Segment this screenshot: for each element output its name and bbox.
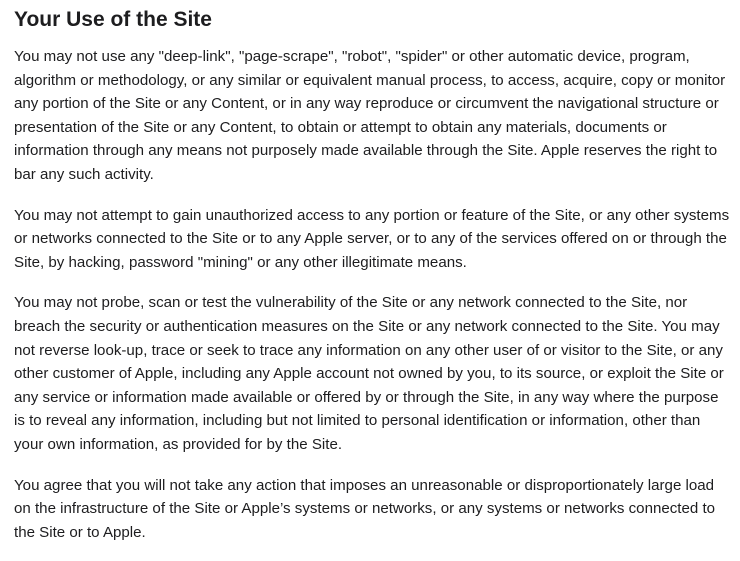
paragraph-vulnerability: You may not probe, scan or test the vulnerability of the Site or any network connected to the Site, nor breach the security or authentication measures on the Site or any network connected to the Site. You may not reverse look-up, trace or seek to trace any information on any other user of or visitor to the Site, or any other customer of Apple, including any Apple account not owned by you, to its source, or exploit the Site or any service or information made available or offered by or through the Site, in any way where the purpose is to reveal any information, including but not limited to personal identification or information, other than your own information, as provided for by the Site. bbox=[14, 294, 724, 453]
paragraph-unauthorized-access: You may not attempt to gain unauthorized access to any portion or feature of the Site, or any other systems or networks connected to the Site or to any Apple server, or to any of the services offered on or through the Site, by hacking, password "mining" or any other illegitimate means. bbox=[14, 206, 730, 271]
section-title: Your Use of the Site bbox=[14, 8, 212, 31]
terms-section bbox=[14, 4, 730, 561]
paragraph-load: You agree that you will not take any action that imposes an unreasonable or disproportionately large load on the infrastructure of the Site or Apple’s systems or networks, or any systems or networks connected to the Site or to Apple. bbox=[14, 476, 716, 541]
paragraph-deep-link: You may not use any "deep-link", "page-scrape", "robot", "spider" or other automatic device, program, algorithm or methodology, or any similar or equivalent manual process, to access, acquire, copy or monitor any portion of the Site or any Content, or in any way reproduce or circumvent the navigational structure or presentation of the Site or any Content, to obtain or attempt to obtain any materials, documents or information through any means not purposely made available through the Site. Apple reserves the right to bar any such activity. bbox=[14, 48, 726, 183]
